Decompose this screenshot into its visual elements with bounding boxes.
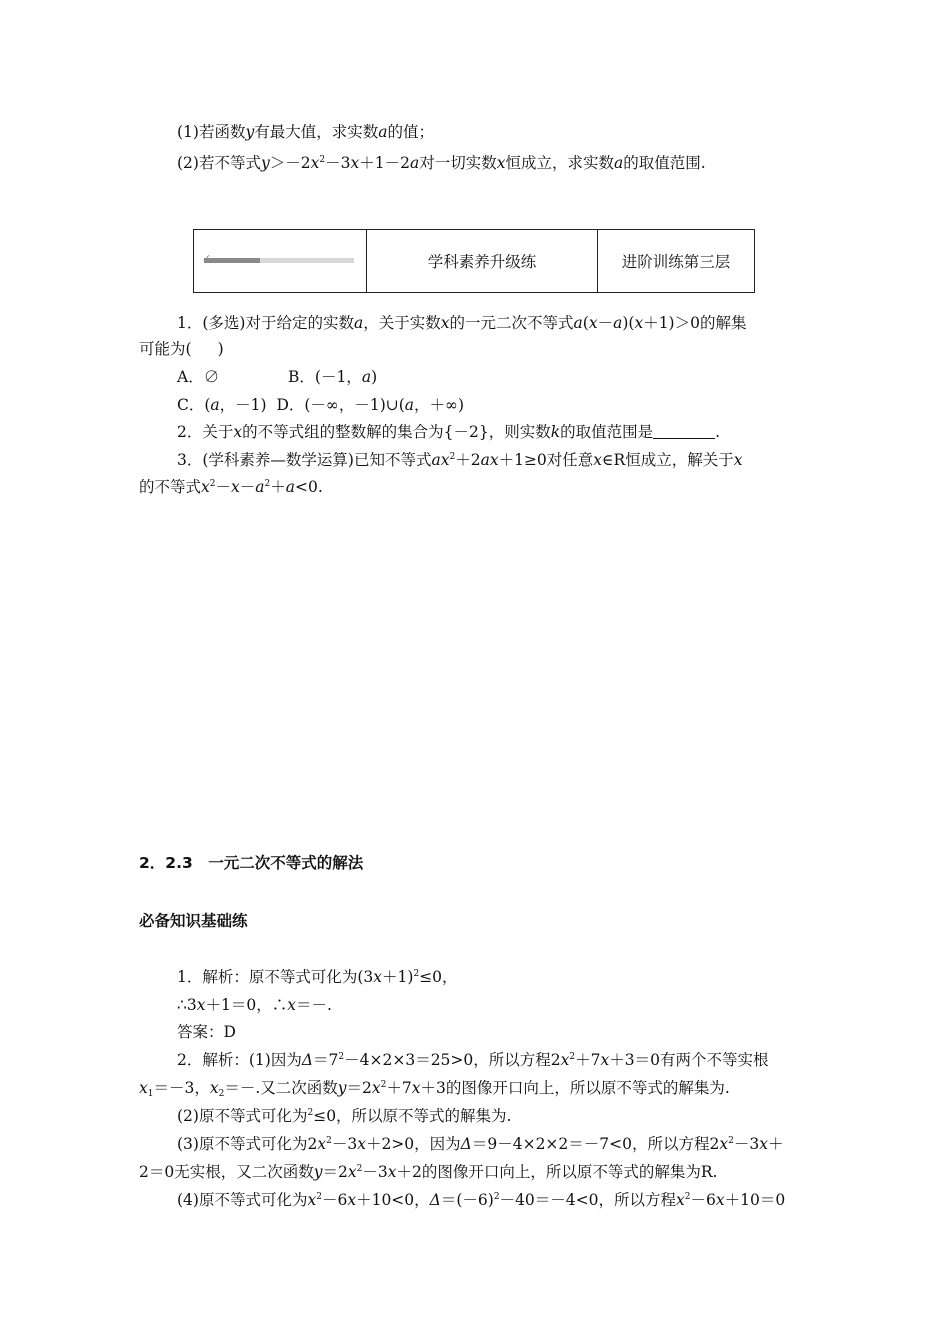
subscript: 2 [218, 1089, 225, 1099]
text: ＋ [270, 478, 286, 496]
var-a: a [409, 154, 420, 172]
text: － [239, 478, 256, 496]
option-c-d [177, 394, 464, 416]
var-a: a [613, 154, 624, 172]
text: － [215, 478, 232, 496]
superscript: 2 [449, 452, 456, 462]
var-x: x [373, 968, 383, 986]
text: ，＋∞) [414, 396, 465, 414]
var-a: a [404, 396, 415, 414]
var-y: y [337, 1079, 347, 1097]
text: ＋1)＞0的解集 [643, 314, 747, 332]
var-x: x [719, 1135, 729, 1153]
answer-2-line-2 [139, 1077, 730, 1099]
text: (2)若不等式 [177, 154, 261, 172]
answer-2-line-5 [139, 1161, 717, 1183]
var-a: a [431, 451, 441, 469]
subscript: 1 [147, 1089, 154, 1099]
text: 有最大值，求实数 [254, 123, 379, 141]
superscript: 2 [493, 1192, 500, 1202]
progress-fill [204, 258, 260, 263]
superscript: 2 [307, 1108, 314, 1118]
var-y: y [260, 154, 270, 172]
text: －4×2×3＝25>0，所以方程2 [344, 1051, 561, 1069]
var-x: x [231, 478, 240, 496]
answer-1-line-2 [177, 994, 332, 1016]
text: ＋1≥0对任意 [498, 451, 594, 469]
var-x: x [411, 1079, 421, 1097]
text: ≤0，所以原不等式的解集为. [313, 1107, 512, 1125]
text: ≤0， [419, 968, 458, 986]
text: ＝－3， [153, 1079, 210, 1097]
section-subtitle: 必备知识基础练 [139, 912, 248, 930]
superscript: 2 [356, 1164, 363, 1174]
banner-level: 进阶训练第三层 [598, 230, 755, 293]
var-a: a [480, 451, 490, 469]
answer-1-line-1 [177, 966, 458, 988]
text: －6 [321, 1191, 348, 1209]
var-x: x [593, 451, 603, 469]
var-x: x [496, 154, 506, 172]
problem-part-2 [177, 152, 706, 174]
var-x: x [440, 451, 450, 469]
text: <0. [295, 478, 323, 496]
var-x: x [307, 1191, 317, 1209]
text: ＋1) [382, 968, 414, 986]
text: D．(－∞，－1)∪( [276, 396, 405, 414]
superscript: 2 [264, 479, 271, 489]
text: ＝2 [322, 1163, 348, 1181]
text: ，关于实数 [363, 314, 441, 332]
var-x: x [634, 314, 644, 332]
var-delta: Δ [301, 1051, 314, 1069]
superscript: 2 [380, 1080, 387, 1090]
var-x: x [233, 423, 243, 441]
problem-part-1 [177, 121, 434, 143]
text: ∈R恒成立，解关于 [602, 451, 734, 469]
text: ＝2 [346, 1079, 372, 1097]
answer-2-line-1 [177, 1049, 768, 1071]
text: 1．(多选)对于给定的实数 [177, 314, 354, 332]
text: C．( [177, 396, 211, 414]
var-a: a [210, 396, 220, 414]
text: ＝(－6) [440, 1191, 494, 1209]
text: －3 [325, 154, 351, 172]
text: － [597, 314, 614, 332]
item-2 [177, 421, 720, 443]
text: ＋3＝0有两个不等实根 [609, 1051, 769, 1069]
text: ＋10＝0 [724, 1191, 786, 1209]
var-x: x [440, 314, 450, 332]
text: ) [371, 368, 378, 386]
text: ＝－. [295, 996, 332, 1014]
superscript: 2 [728, 1136, 734, 1146]
text: －40＝－4<0，所以方程 [499, 1191, 676, 1209]
text: ＋2的图像开口向上，所以原不等式的解集为R. [396, 1163, 718, 1181]
var-x: x [715, 1191, 725, 1209]
text: ∴3 [177, 996, 197, 1014]
item-1-line-2 [139, 338, 224, 360]
superscript: 2 [338, 1052, 345, 1062]
option-a [177, 366, 219, 388]
text: ＋10<0， [356, 1191, 430, 1209]
var-x: x [560, 1051, 570, 1069]
text: ＋7 [575, 1051, 601, 1069]
var-x: x [733, 451, 743, 469]
text: 2．关于 [177, 423, 234, 441]
var-k: k [550, 423, 561, 441]
var-x: x [196, 996, 206, 1014]
text: ( [582, 314, 589, 332]
var-a: a [573, 314, 583, 332]
option-b [288, 366, 377, 388]
text: 3．(学科素养—数学运算)已知不等式 [177, 451, 432, 469]
var-x: x [489, 451, 499, 469]
var-x: x [209, 1079, 219, 1097]
text: 的不等式 [139, 478, 202, 496]
superscript: 2 [684, 1192, 691, 1202]
text: ＋ [767, 1135, 784, 1153]
var-x: x [357, 1135, 366, 1153]
text: －6 [690, 1191, 716, 1209]
text: ＋1－2 [359, 154, 410, 172]
text: 的不等式组的整数解的集合为{－2}，则实数 [242, 423, 551, 441]
check-icon: ✓ [202, 252, 212, 265]
var-x: x [347, 1163, 357, 1181]
var-x: x [310, 154, 320, 172]
var-y: y [245, 123, 255, 141]
text: 2．解析：(1)因为 [177, 1051, 302, 1069]
text: ＋2 [455, 451, 481, 469]
text: 2＝0无实根，又二次函数 [139, 1163, 314, 1181]
text: ＋7 [386, 1079, 412, 1097]
text: －3 [362, 1163, 388, 1181]
superscript: 2 [319, 155, 326, 165]
var-x: x [201, 478, 210, 496]
var-a: a [361, 368, 372, 386]
superscript: 2 [413, 969, 420, 979]
text: 的取值范围. [623, 154, 706, 172]
var-delta: Δ [460, 1135, 472, 1153]
text: ) [217, 340, 224, 358]
progress-cell [194, 230, 367, 293]
item-3-line-1 [177, 449, 742, 471]
var-x: x [317, 1135, 327, 1153]
text: 的一元二次不等式 [449, 314, 574, 332]
text: ，－1) [219, 396, 267, 414]
text: ＝9－4×2×2＝－7<0，所以方程2 [471, 1135, 720, 1153]
section-title: 2．2.3 一元二次不等式的解法 [139, 854, 364, 872]
text: ＝7 [313, 1051, 339, 1069]
text: 恒成立，求实数 [505, 154, 614, 172]
var-a: a [285, 478, 296, 496]
superscript: 2 [326, 1136, 332, 1146]
var-a: a [613, 314, 623, 332]
var-x: x [676, 1191, 685, 1209]
text: 可能为( [139, 340, 192, 358]
superscript: 2 [316, 1192, 322, 1202]
text: ＞－2 [269, 154, 311, 172]
var-x: x [347, 1191, 357, 1209]
var-x: x [371, 1079, 381, 1097]
text: 答案：D [177, 1023, 236, 1041]
var-y: y [313, 1163, 323, 1181]
var-a: a [378, 123, 388, 141]
superscript: 2 [569, 1052, 576, 1062]
var-x: x [287, 996, 296, 1014]
text: ＋3的图像开口向上，所以原不等式的解集为. [420, 1079, 730, 1097]
text: －3 [331, 1135, 358, 1153]
text: 的取值范围是 [560, 423, 654, 441]
text: . [715, 423, 721, 441]
text: (3)原不等式可化为2 [177, 1135, 318, 1153]
text: ＝－.又二次函数 [224, 1079, 338, 1097]
var-x: x [387, 1163, 397, 1181]
answer-2-line-3 [177, 1105, 511, 1127]
var-a: a [255, 478, 265, 496]
text: (4)原不等式可化为 [177, 1191, 308, 1209]
text: ＋1＝0，∴ [205, 996, 288, 1014]
var-x: x [139, 1079, 148, 1097]
text: 1．解析：原不等式可化为(3 [177, 968, 374, 986]
superscript: 2 [209, 479, 216, 489]
item-3-line-2 [139, 476, 323, 498]
answer-2-line-6 [177, 1189, 785, 1211]
item-1-line-1 [177, 312, 746, 334]
text: )( [622, 314, 635, 332]
text: －3 [733, 1135, 760, 1153]
text: 的值； [387, 123, 435, 141]
text: (1)若函数 [177, 123, 246, 141]
text: B．(－1， [288, 368, 362, 386]
text: ＋2>0，因为 [365, 1135, 461, 1153]
answer-2-line-4 [177, 1133, 783, 1155]
fill-blank[interactable] [653, 424, 715, 439]
text: 对一切实数 [419, 154, 497, 172]
progress-bar [202, 252, 354, 266]
var-delta: Δ [429, 1191, 441, 1209]
answer-1-line-3 [177, 1021, 236, 1043]
var-x: x [600, 1051, 610, 1069]
text: (2)原不等式可化为 [177, 1107, 308, 1125]
var-x: x [759, 1135, 768, 1153]
var-x: x [350, 154, 360, 172]
var-x: x [588, 314, 598, 332]
var-a: a [353, 314, 364, 332]
text: A．∅ [177, 368, 220, 386]
banner-title: 学科素养升级练 [367, 230, 598, 293]
section-banner [193, 229, 755, 293]
